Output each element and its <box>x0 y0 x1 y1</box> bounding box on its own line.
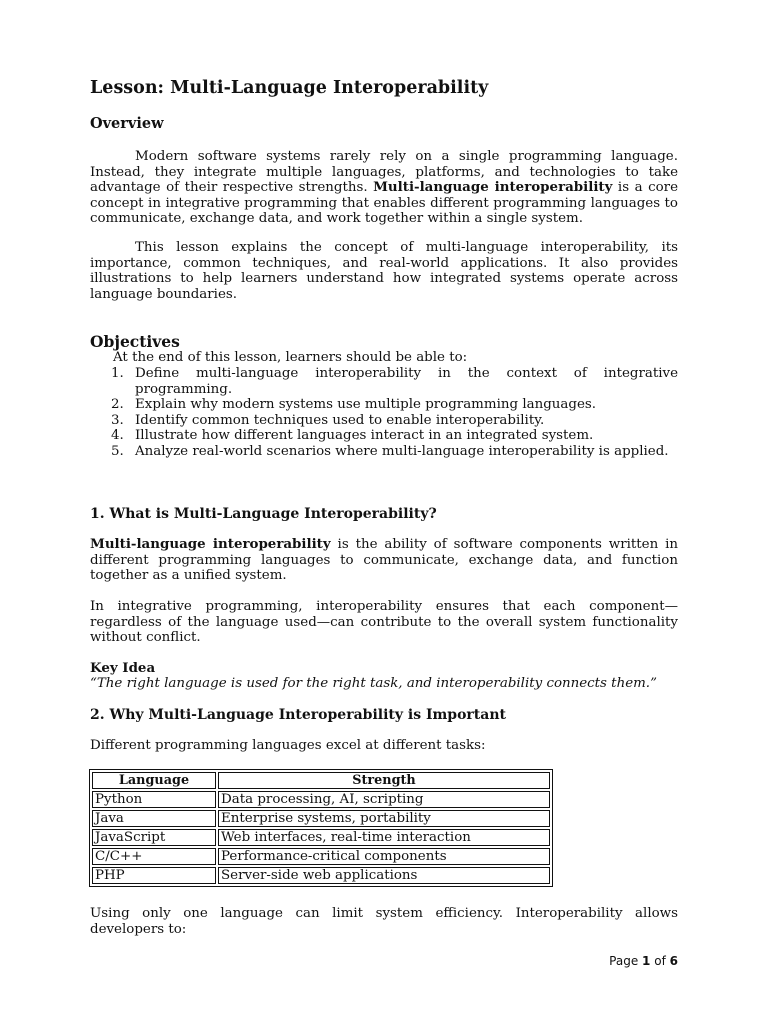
objectives-list <box>90 366 678 460</box>
objective-text: Illustrate how different languages interact in an integrated system. <box>135 428 594 444</box>
footer-of-word: of <box>654 954 666 968</box>
table-cell-language: Java <box>92 810 216 827</box>
section-2-intro: Different programming languages excel at different tasks: <box>90 738 486 753</box>
objective-number: 2. <box>111 397 124 413</box>
section-1-heading: 1. What is Multi-Language Interoperability? <box>90 506 437 522</box>
section-1-bold-term: Multi-language interoperability <box>90 536 331 552</box>
overview-heading: Overview <box>90 115 164 132</box>
section-2-heading: 2. Why Multi-Language Interoperability is Important <box>90 707 506 723</box>
language-strength-table <box>89 769 553 887</box>
key-idea-quote: “The right language is used for the right task, and interoperability connects them.” <box>90 676 657 691</box>
objective-item <box>90 397 678 413</box>
table-cell-strength: Performance-critical components <box>218 848 550 865</box>
objectives-heading: Objectives <box>90 332 180 351</box>
objective-text: Analyze real-world scenarios where multi-language interoperability is applied. <box>135 443 669 459</box>
objective-number: 1. <box>111 366 124 381</box>
objective-text: Define multi-language interoperability in the context of integrative programming. <box>135 366 678 397</box>
table-cell-language: Python <box>92 791 216 808</box>
footer-page-word: Page <box>609 954 639 968</box>
section-2-paragraph-after-table: Using only one language can limit system efficiency. Interoperability allows developers to: <box>90 906 678 937</box>
section-1-p1-text: is the ability of software components written in different programming languages to communicate, exchange data, and function together as a unified system. <box>90 537 678 584</box>
table-cell-language: PHP <box>92 867 216 884</box>
overview-p1-text-a: Modern software systems rarely rely on a single programming language. Instead, they integrate multiple languages, platforms, and technologies to take advantage of their respective strengths. <box>90 149 678 196</box>
table-cell-strength: Server-side web applications <box>218 867 550 884</box>
objective-text: Explain why modern systems use multiple programming languages. <box>135 397 597 413</box>
footer-page-current: 1 <box>642 954 651 968</box>
table-header-strength: Strength <box>218 772 550 789</box>
lesson-title: Lesson: Multi-Language Interoperability <box>90 78 489 98</box>
table-cell-language: JavaScript <box>92 829 216 846</box>
table-cell-strength: Data processing, AI, scripting <box>218 791 550 808</box>
table-row <box>92 791 550 808</box>
footer-page-total: 6 <box>669 954 678 968</box>
table-header-language: Language <box>92 772 216 789</box>
overview-p1-text-b: is a core concept in integrative programming that enables different programming languages to communicate, exchange data, and work together within a single system. <box>90 180 678 227</box>
table-row <box>92 848 550 865</box>
objective-text: Identify common techniques used to enable interoperability. <box>135 412 545 428</box>
table-row <box>92 829 550 846</box>
page-number-footer <box>609 954 678 968</box>
section-1-paragraph-2: In integrative programming, interoperability ensures that each component—regardless of the language used—can contribute to the overall system functionality without conflict. <box>90 599 678 646</box>
objective-item <box>90 366 678 397</box>
table-row <box>92 810 550 827</box>
overview-paragraph-1 <box>90 149 678 227</box>
key-idea-heading: Key Idea <box>90 660 156 676</box>
objective-number: 4. <box>111 428 124 444</box>
objective-item <box>90 428 678 444</box>
table-header-row <box>92 772 550 789</box>
overview-paragraph-2: This lesson explains the concept of multi-language interoperability, its importance, common techniques, and real-world applications. It also provides illustrations to help learners understand how integrated systems operate across language boundaries. <box>90 240 678 302</box>
objective-number: 3. <box>111 412 124 428</box>
section-1-paragraph-1 <box>90 537 678 584</box>
overview-p1-bold: Multi-language interoperability <box>373 179 613 196</box>
table-cell-strength: Web interfaces, real-time interaction <box>218 829 550 846</box>
objectives-intro: At the end of this lesson, learners should be able to: <box>113 350 468 365</box>
objective-number: 5. <box>111 443 124 459</box>
objective-item <box>90 444 678 460</box>
objective-item <box>90 413 678 429</box>
table-cell-strength: Enterprise systems, portability <box>218 810 550 827</box>
table-row <box>92 867 550 884</box>
table-cell-language: C/C++ <box>92 848 216 865</box>
